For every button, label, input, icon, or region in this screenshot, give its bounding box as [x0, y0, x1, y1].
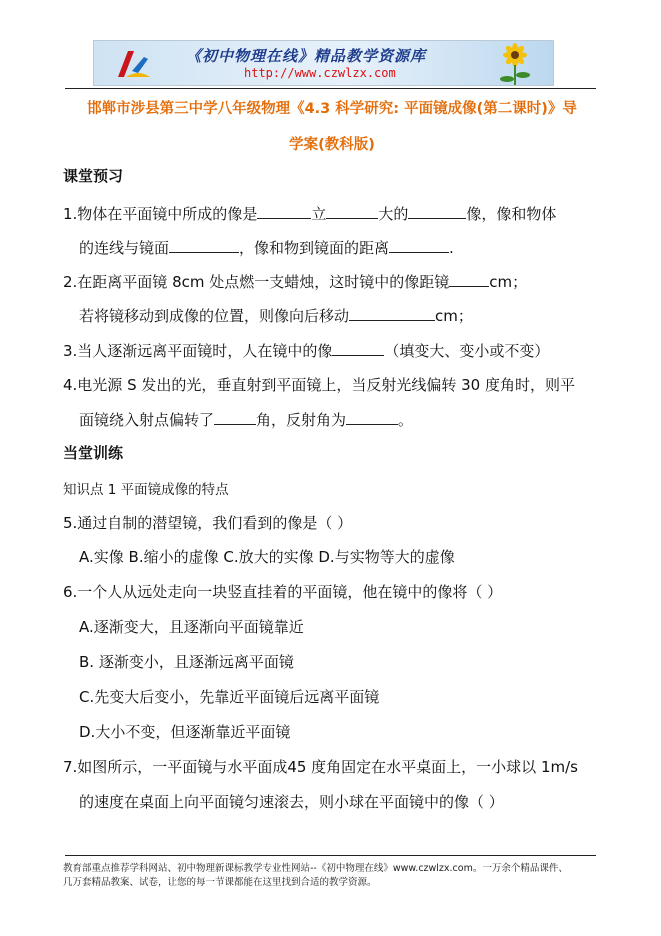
- q1-text-a: 1.物体在平面镜中所成的像是: [63, 205, 258, 223]
- q4-blank-1[interactable]: [214, 411, 256, 425]
- question-6-option-a: A.逐渐变大，且逐渐向平面镜靠近: [79, 618, 304, 636]
- q3-text-b: （填变大、变小或不变）: [384, 342, 550, 360]
- section-heading-preview: 课堂预习: [63, 167, 124, 185]
- q1-blank-1[interactable]: [257, 205, 311, 219]
- q1-text-b: 立: [311, 205, 327, 223]
- banner-url[interactable]: http://www.czwlzx.com: [244, 66, 396, 80]
- question-3: [63, 340, 549, 361]
- q1-text-e: 的连线与镜面: [79, 239, 170, 257]
- q4-text-c: 角，反射角为: [256, 411, 347, 429]
- q1-blank-3[interactable]: [408, 205, 466, 219]
- question-6-stem: 6.一个人从远处走向一块竖直挂着的平面镜，他在镜中的像将（ ）: [63, 583, 503, 601]
- q1-text-f: ，像和物到镜面的距离: [239, 239, 390, 257]
- section-heading-training: 当堂训练: [63, 444, 124, 462]
- document-title-line1: 邯郸市涉县第三中学八年级物理《4.3 科学研究: 平面镜成像(第二课时)》导: [87, 101, 577, 117]
- q2-blank-2[interactable]: [349, 307, 435, 321]
- header-rule: [65, 88, 596, 89]
- q1-blank-4[interactable]: [169, 239, 239, 253]
- footer-rule: [65, 855, 596, 856]
- document-title-line2: 学案(教科版): [289, 137, 375, 153]
- footer-line1: 教育部重点推荐学科网站、初中物理新课标教学专业性网站--《初中物理在线》www.czwlzx.com。一万余个精品课件、: [63, 863, 568, 874]
- question-1-line2: [79, 237, 454, 258]
- question-1-line1: [63, 203, 556, 224]
- q1-text-d: 像，像和物体: [466, 205, 557, 223]
- q1-blank-5[interactable]: [389, 239, 449, 253]
- q4-text-d: 。: [398, 411, 414, 429]
- q1-text-c: 大的: [378, 205, 409, 223]
- q1-blank-2[interactable]: [326, 205, 378, 219]
- question-2-line2: [79, 305, 473, 326]
- q3-text-a: 3.当人逐渐远离平面镜时，人在镜中的像: [63, 342, 333, 360]
- q1-text-g: .: [449, 239, 454, 257]
- q2-text-a: 2.在距离平面镜 8cm 处点燃一支蜡烛，这时镜中的像距镜: [63, 273, 450, 291]
- header-banner: [93, 40, 554, 86]
- q2-blank-1[interactable]: [449, 273, 489, 287]
- site-logo-icon: [112, 47, 152, 81]
- banner-title: 《初中物理在线》精品教学资源库: [186, 47, 427, 65]
- question-6-option-c: C.先变大后变小，先靠近平面镜后远离平面镜: [79, 688, 380, 706]
- sunflower-icon: [485, 43, 545, 85]
- footer-line2: 几万套精品教案、试卷，让您的每一节课都能在这里找到合适的教学资源。: [63, 877, 377, 888]
- q3-blank-1[interactable]: [332, 342, 384, 356]
- question-5-stem: 5.通过自制的潜望镜，我们看到的像是（ ）: [63, 514, 353, 532]
- q2-text-c: 若将镜移动到成像的位置，则像向后移动: [79, 307, 350, 325]
- q4-text-b: 面镜绕入射点偏转了: [79, 411, 215, 429]
- q4-blank-2[interactable]: [346, 411, 398, 425]
- question-4-line2: [79, 409, 413, 430]
- question-5-options: A.实像 B.缩小的虚像 C.放大的实像 D.与实物等大的虚像: [79, 548, 455, 566]
- q2-text-b: cm；: [489, 273, 528, 291]
- question-4-line1: 4.电光源 S 发出的光，垂直射到平面镜上，当反射光线偏转 30 度角时，则平: [63, 376, 575, 394]
- question-7-line1: 7.如图所示，一平面镜与水平面成45 度角固定在水平桌面上，一小球以 1m/s: [63, 758, 578, 776]
- question-6-option-d: D.大小不变，但逐渐靠近平面镜: [79, 723, 291, 741]
- question-2-line1: [63, 271, 527, 292]
- question-7-line2: 的速度在桌面上向平面镜匀速滚去，则小球在平面镜中的像（ ）: [79, 793, 504, 811]
- question-6-option-b: B. 逐渐变小，且逐渐远离平面镜: [79, 653, 294, 671]
- knowledge-point-1: 知识点 1 平面镜成像的特点: [63, 482, 229, 498]
- q2-text-d: cm；: [435, 307, 473, 325]
